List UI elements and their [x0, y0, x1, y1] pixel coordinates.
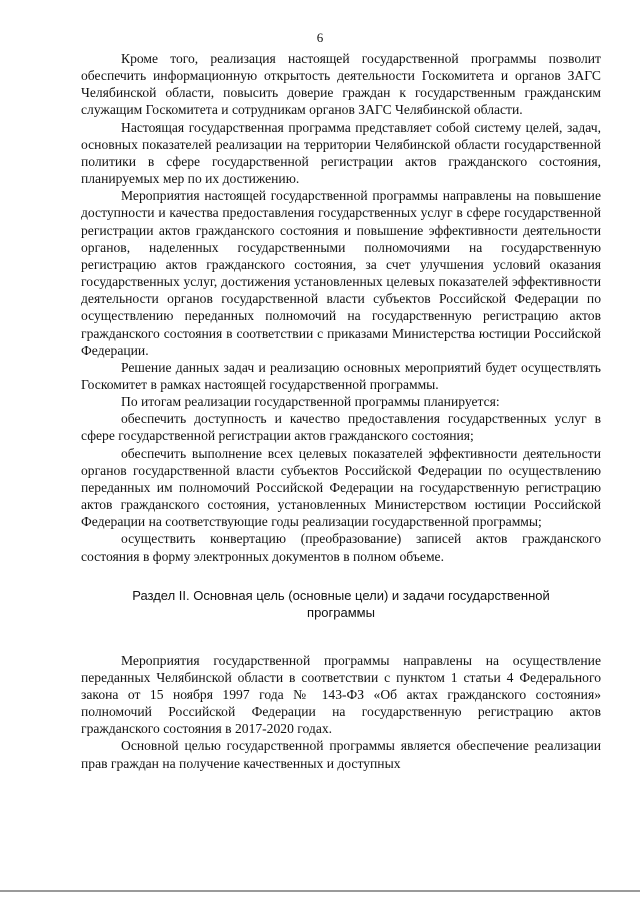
section-heading: [81, 587, 601, 622]
paragraph-program-system: Настоящая государственная программа представляет собой систему целей, задач, основных показателей реализации на территории Челябинской области государственной политики в сфере государственной регистрации актов гражданского состояния, планируемых мер по их достижению.: [81, 119, 601, 187]
list-item-indicators: обеспечить выполнение всех целевых показателей эффективности деятельности органов государственной власти субъектов Российской Федерации по осуществлению переданных им полномочий Российской Федерации на государственную регистрацию актов гражданского состояния, установленных Министерством юстиции Российской Федерации на соответствующие годы реализации государственной программы;: [81, 445, 601, 530]
page-number: 6: [316, 30, 324, 45]
paragraph-implementation: Решение данных задач и реализацию основных мероприятий будет осуществлять Госкомитет в рамках настоящей государственной программы.: [81, 359, 601, 392]
paragraph-planned-results: По итогам реализации государственной программы планируется:: [121, 394, 500, 410]
section-heading-line-1: Раздел II. Основная цель (основные цели) и задачи государственной: [132, 587, 550, 603]
list-item-conversion: осуществить конвертацию (преобразование) записей актов гражданского состояния в форму электронных документов в полном объеме.: [81, 531, 601, 564]
paragraph-transparency: Кроме того, реализация настоящей государственной программы позволит обеспечить информационную открытость деятельности Госкомитета и органов ЗАГС Челябинской области, повысить доверие граждан к государственным гражданским служащим Госкомитета и сотрудникам органов ЗАГС Челябинской области.: [81, 51, 601, 118]
paragraph-federal-law: Мероприятия государственной программы направлены на осуществление переданных Челябинской области в соответствии с пунктом 1 статьи 4 Федерального закона от 15 ноября 1997 года № 143-ФЗ «Об актах гражданского состояния» полномочий Российской Федерации на государственную регистрацию актов гражданского состояния в 2017-2020 годах.: [81, 652, 601, 737]
document-body: [81, 50, 601, 772]
list-item-accessibility: обеспечить доступность и качество предоставления государственных услуг в сфере государственной регистрации актов гражданского состояния;: [81, 411, 601, 444]
paragraph-main-goal: Основной целью государственной программы является обеспечение реализации прав граждан на получение качественных и доступных: [81, 738, 601, 771]
section-heading-line-2: программы: [307, 605, 375, 621]
bottom-divider: [0, 890, 640, 892]
paragraph-measures: Мероприятия настоящей государственной программы направлены на повышение доступности и качества предоставления государственных услуг в сфере государственной регистрации актов гражданского состояния и повышение эффективности деятельности органов, наделенных государственными полномочиями на государственную регистрацию актов гражданского состояния, за счет улучшения условий оказания государственных услуг, достижения установленных целевых показателей эффективности деятельности органов государственной власти субъектов Российской Федерации по осуществлению переданных полномочий на государственную регистрацию актов гражданского состояния в соответствии с приказами Министерства юстиции Российской Федерации.: [81, 188, 601, 358]
